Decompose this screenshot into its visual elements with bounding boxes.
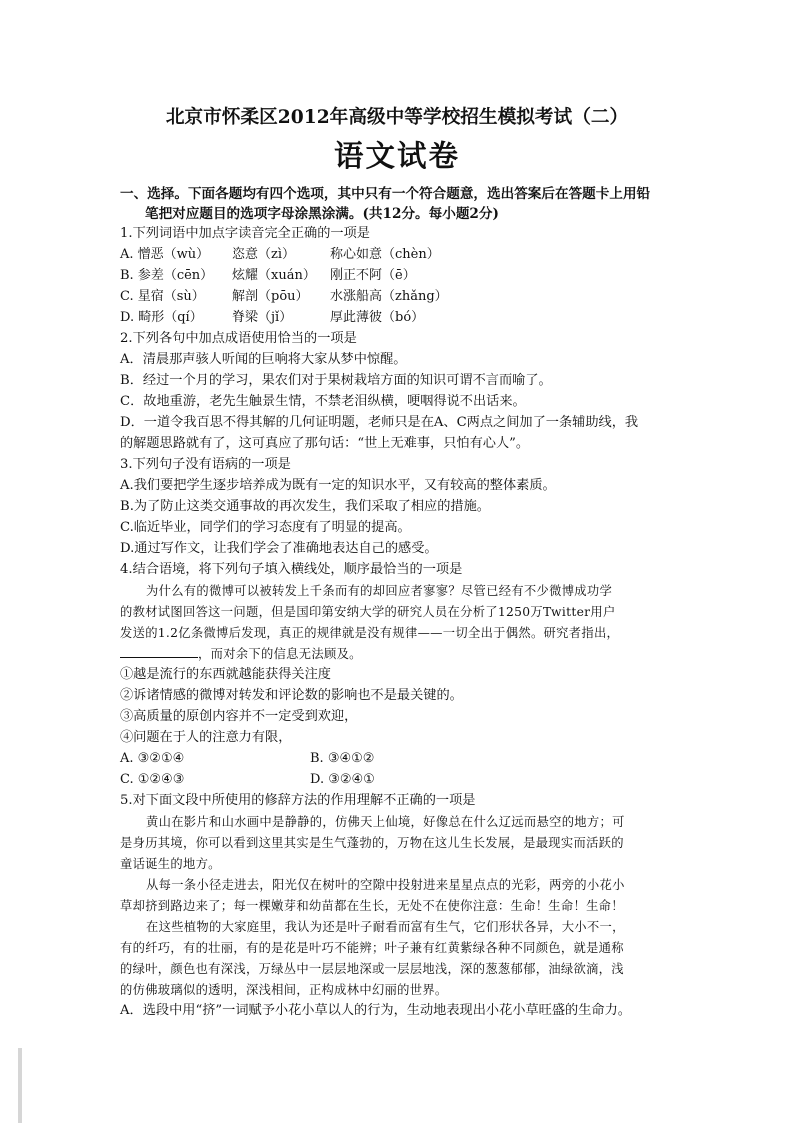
q2-option-d-line1: D．一道令我百思不得其解的几何证明题，老师只是在A、C两点之间加了一条辅助线，我 xyxy=(120,415,639,430)
q3-option-b: B.为了防止这类交通事故的再次发生，我们采取了相应的措施。 xyxy=(120,499,490,514)
q5-option-a: A．选段中用“挤”一词赋予小花小草以人的行为，生动地表现出小花小草旺盛的生命力。 xyxy=(120,1003,631,1018)
q4-sentence-4: ④问题在于人的注意力有限， xyxy=(120,730,292,745)
q1-d-word1: D. 畸形（qí） xyxy=(120,310,203,325)
q4-passage-line2: 的教材试图回答这一问题，但是国印第安纳大学的研究人员在分析了1250万Twitter用户 xyxy=(120,605,616,619)
q4-stem: 4.结合语境，将下列句子填入横线处，顺序最恰当的一项是 xyxy=(120,562,463,577)
q4-option-c: C. ①②④③ xyxy=(120,772,185,787)
q2-option-c: C．故地重游，老先生触景生情，不禁老泪纵横，哽咽得说不出话来。 xyxy=(120,394,526,409)
exam-subtitle: 语文试卷 xyxy=(334,138,460,173)
q4-passage-line4 xyxy=(120,645,362,663)
q2-option-d-line2: 的解题思路就有了，这可真应了那句话：“世上无难事，只怕有心人”。 xyxy=(120,436,530,451)
q1-c-word2: 解剖（pōu） xyxy=(232,289,309,304)
q3-option-a: A.我们要把学生逐步培养成为既有一定的知识水平，又有较高的整体素质。 xyxy=(120,478,556,493)
q1-c-word1: C. 星宿（sù） xyxy=(120,289,205,304)
q4-sentence-1: ①越是流行的东西就越能获得关注度 xyxy=(120,667,331,682)
q1-d-word3: 厚此薄彼（bó） xyxy=(330,310,425,325)
q5-passage-p3-line4: 的仿佛玻璃似的透明，深浅相间，正构成林中幻丽的世界。 xyxy=(120,983,448,997)
q1-b-word3: 刚正不阿（ē） xyxy=(330,268,416,283)
q5-stem: 5.对下面文段中所使用的修辞方法的作用理解不正确的一项是 xyxy=(120,793,476,808)
q5-passage-p1-line2: 是身历其境，你可以看到这里其实是生气蓬勃的，万物在这儿生长发展，是最现实而活跃的 xyxy=(120,836,624,850)
q5-passage-p1-line3: 童话诞生的地方。 xyxy=(120,857,221,871)
q2-option-a: A．清晨那声骇人听闻的巨响将大家从梦中惊醒。 xyxy=(120,352,407,367)
exam-title: 北京市怀柔区2012年高级中等学校招生模拟考试（二） xyxy=(165,106,629,128)
q1-b-word1: B. 参差（cēn） xyxy=(120,268,214,283)
q1-stem: 1.下列词语中加点字读音完全正确的一项是 xyxy=(120,226,370,241)
q3-option-d: D.通过写作文，让我们学会了准确地表达自己的感受。 xyxy=(120,541,438,556)
q2-stem: 2.下列各句中加点成语使用恰当的一项是 xyxy=(120,331,357,346)
scan-edge-mark xyxy=(18,1048,22,1123)
fill-in-blank xyxy=(120,645,198,658)
q1-a-word3: 称心如意（chèn） xyxy=(330,247,440,262)
q1-a-word2: 恣意（zì） xyxy=(232,247,296,262)
q4-option-b: B. ③④①② xyxy=(310,751,375,766)
q4-passage-line4-text: ，而对余下的信息无法顾及。 xyxy=(198,647,362,661)
q5-passage-p2-line2: 草却挤到路边来了；每一棵嫩芽和幼苗都在生长，无处不在使你注意：生命！生命！生命！ xyxy=(120,899,624,913)
q4-option-a: A. ③②①④ xyxy=(120,751,185,766)
q1-b-word2: 炫耀（xuán） xyxy=(232,268,316,283)
q4-option-d: D. ③②④① xyxy=(310,772,375,787)
q5-passage-p2-line1: 从每一条小径走进去，阳光仅在树叶的空隙中投射进来星星点点的光彩，两旁的小花小 xyxy=(146,878,625,892)
q2-option-b: B．经过一个月的学习，果农们对于果树栽培方面的知识可谓不言而喻了。 xyxy=(120,373,552,388)
q3-option-c: C.临近毕业，同学们的学习态度有了明显的提高。 xyxy=(120,520,411,535)
q4-passage-line3: 发送的1.2亿条微博后发现，真正的规律就是没有规律——一切全出于偶然。研究者指出， xyxy=(120,626,620,640)
q5-passage-p1-line1: 黄山在影片和山水画中是静静的，仿佛天上仙境，好像总在什么辽远而悬空的地方；可 xyxy=(146,815,625,829)
q5-passage-p3-line3: 的绿叶，颜色也有深浅，万绿丛中一层层地深或一层层地浅，深的葱葱郁郁，油绿欲滴，浅 xyxy=(120,962,624,976)
q3-stem: 3.下列句子没有语病的一项是 xyxy=(120,457,291,472)
section-instruction-line2: 笔把对应题目的选项字母涂黑涂满。(共12分。每小题2分) xyxy=(145,206,499,222)
q4-sentence-2: ②诉诸情感的微博对转发和评论数的影响也不是最关键的。 xyxy=(120,688,463,703)
q4-passage-line1: 为什么有的微博可以被转发上千条而有的却回应者寥寥？尽管已经有不少微博成功学 xyxy=(146,584,613,598)
q1-a-word1: A. 憎恶（wù） xyxy=(120,247,210,262)
q5-passage-p3-line2: 有的纤巧，有的壮丽，有的是花是叶巧不能辨；叶子兼有红黄紫绿各种不同颜色，就是通称 xyxy=(120,941,624,955)
q5-passage-p3-line1: 在这些植物的大家庭里，我认为还是叶子耐看而富有生气，它们形状各异，大小不一， xyxy=(146,920,625,934)
q1-c-word3: 水涨船高（zhǎng） xyxy=(330,289,448,304)
q1-d-word2: 脊梁（jǐ） xyxy=(232,310,293,325)
q4-sentence-3: ③高质量的原创内容并不一定受到欢迎， xyxy=(120,709,358,724)
section-instruction-line1: 一、选择。下面各题均有四个选项，其中只有一个符合题意，选出答案后在答题卡上用铅 xyxy=(120,186,651,202)
